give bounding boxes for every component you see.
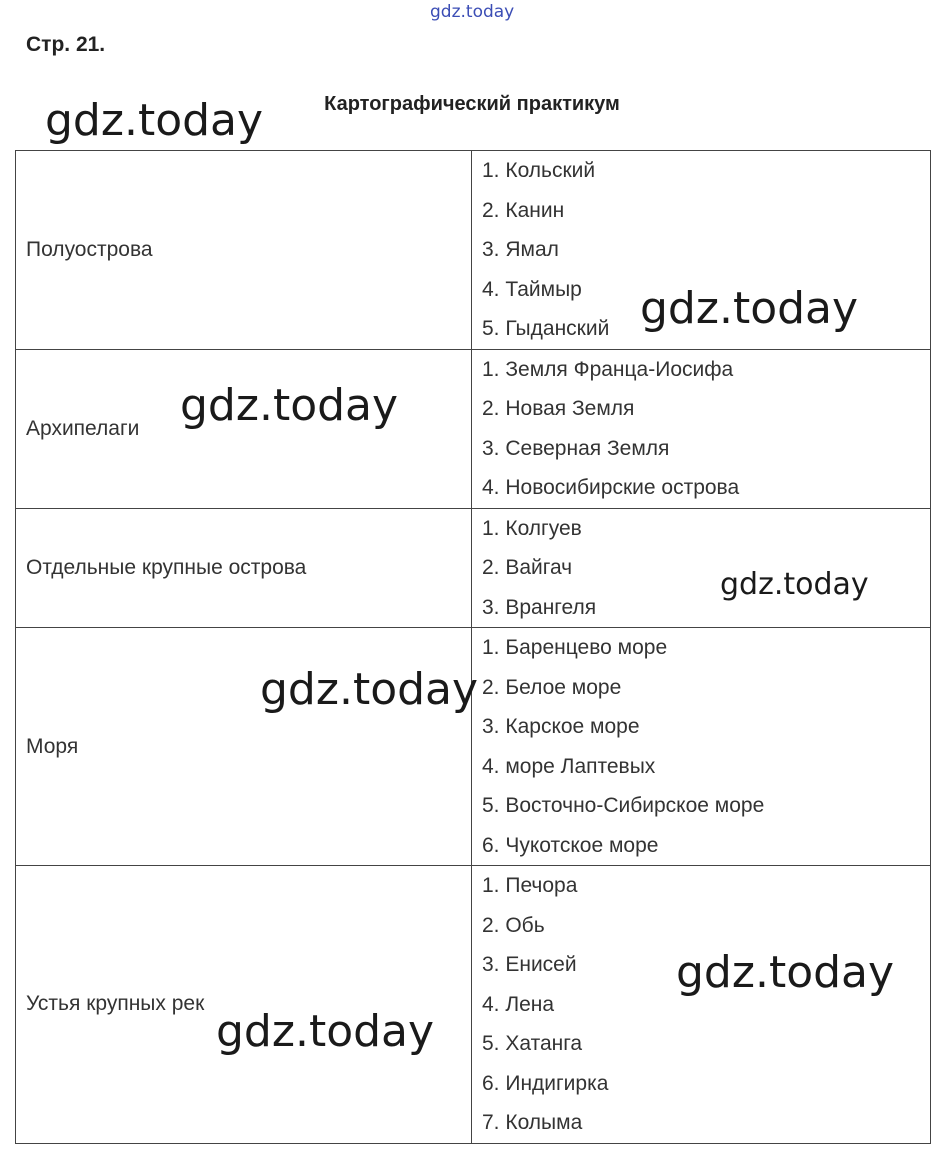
page-reference: Стр. 21. [26, 33, 106, 56]
category-label: Архипелаги [26, 416, 140, 440]
watermark-3: gdz.today [180, 380, 399, 431]
list-item: 4. Лена [482, 992, 555, 1016]
list-item: 1. Печора [482, 874, 578, 897]
watermark-7: gdz.today [216, 1006, 435, 1057]
items-cell [472, 151, 931, 350]
items-list [482, 350, 930, 508]
page-title [0, 93, 944, 116]
watermark-5: gdz.today [260, 664, 479, 715]
list-item: 4. Таймыр [482, 277, 582, 301]
list-item: 2. Канин [482, 198, 565, 222]
list-item: 4. Новосибирские острова [482, 476, 740, 499]
table-row [16, 628, 931, 866]
list-item: 1. Баренцево море [482, 636, 668, 659]
category-cell [16, 151, 472, 350]
watermark-2: gdz.today [640, 283, 859, 334]
items-list [482, 509, 930, 628]
category-label: Полуострова [26, 237, 153, 261]
list-item: 4. море Лаптевых [482, 754, 656, 778]
table-row [16, 151, 931, 350]
list-item: 6. Индигирка [482, 1071, 609, 1095]
items-cell [472, 628, 931, 866]
table-row [16, 349, 931, 508]
items-cell [472, 866, 931, 1144]
list-item: 5. Гыданский [482, 317, 610, 340]
items-cell [472, 349, 931, 508]
list-item: 2. Новая Земля [482, 397, 635, 420]
category-label: Отдельные крупные острова [26, 555, 307, 579]
category-cell [16, 866, 472, 1144]
page-title-text: Картографический практикум [324, 93, 620, 115]
top-site-link[interactable]: gdz.today [430, 2, 515, 22]
geo-table [15, 150, 931, 1144]
watermark-1: gdz.today [45, 95, 264, 146]
items-list [482, 866, 930, 1143]
table-row [16, 508, 931, 628]
list-item: 6. Чукотское море [482, 833, 659, 857]
list-item: 3. Ямал [482, 238, 559, 261]
category-cell [16, 349, 472, 508]
watermark-6: gdz.today [676, 947, 895, 998]
list-item: 3. Врангеля [482, 595, 597, 619]
list-item: 2. Белое море [482, 675, 622, 699]
items-cell [472, 508, 931, 628]
list-item: 2. Обь [482, 913, 545, 937]
table-row [16, 866, 931, 1144]
list-item: 3. Карское море [482, 715, 640, 738]
items-list [482, 151, 930, 349]
list-item: 7. Колыма [482, 1111, 583, 1134]
list-item: 2. Вайгач [482, 556, 573, 579]
list-item: 1. Земля Франца-Иосифа [482, 357, 734, 381]
watermark-4: gdz.today [720, 567, 869, 602]
category-cell [16, 628, 472, 866]
list-item: 5. Хатанга [482, 1032, 583, 1055]
list-item: 1. Кольский [482, 159, 596, 182]
table-body [16, 151, 931, 1144]
items-list [482, 628, 930, 865]
list-item: 3. Северная Земля [482, 436, 670, 460]
category-label: Моря [26, 734, 79, 758]
category-cell [16, 508, 472, 628]
list-item: 3. Енисей [482, 953, 577, 976]
category-label: Устья крупных рек [26, 992, 205, 1016]
list-item: 5. Восточно-Сибирское море [482, 794, 765, 817]
list-item: 1. Колгуев [482, 516, 582, 540]
